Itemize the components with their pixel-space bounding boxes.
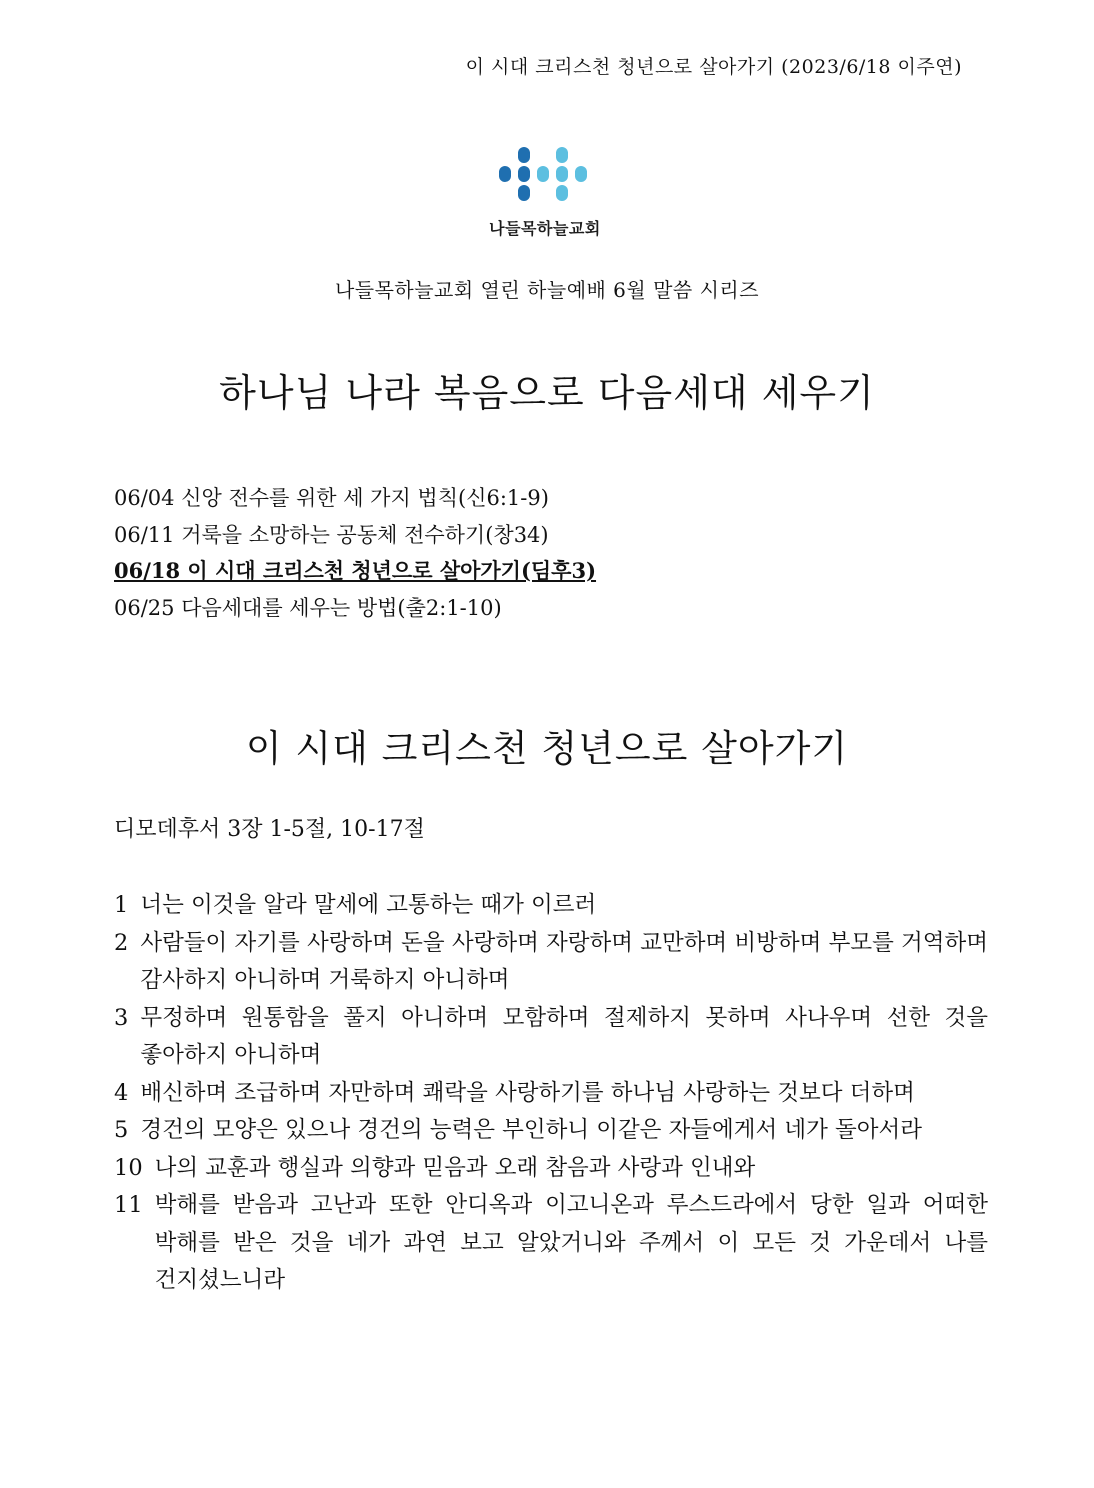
- logo-dot: [575, 166, 587, 182]
- verse: [114, 1112, 988, 1150]
- verse: [114, 1075, 988, 1113]
- verse: [114, 1000, 988, 1075]
- schedule-item-current: 06/18 이 시대 크리스천 청년으로 살아가기(딤후3): [114, 558, 597, 583]
- logo-dot: [518, 147, 530, 163]
- header-note: 이 시대 크리스천 청년으로 살아가기 (2023/6/18 이주연): [465, 56, 962, 78]
- verse-number: 1: [114, 892, 129, 918]
- verse-text: 경건의 모양은 있으나 경건의 능력은 부인하니 이같은 자들에게서 네가 돌아서라: [140, 1117, 922, 1143]
- series-subtitle: 나들목하늘교회 열린 하늘예배 6월 말씀 시리즈: [334, 278, 760, 302]
- verse-text: 나의 교훈과 행실과 의향과 믿음과 오래 참음과 사랑과 인내와: [154, 1154, 756, 1181]
- logo-dot: [556, 166, 568, 182]
- series-title: 하나님 나라 복음으로 다음세대 세우기: [219, 371, 875, 415]
- church-logo: [480, 146, 610, 242]
- verse-text: 무정하며 원통함을 풀지 아니하며 모함하며 절제하지 못하며 사나우며 선한 것을 좋아하지 아니하며: [140, 1004, 988, 1068]
- scripture-verses: [114, 887, 988, 1300]
- logo-dot: [499, 166, 511, 182]
- verse-number: 2: [114, 929, 129, 956]
- scripture-reference: 디모데후서 3장 1-5절, 10-17절: [114, 817, 425, 842]
- verse: [114, 1150, 988, 1188]
- verse: [114, 887, 988, 925]
- church-logo-text: 나들목하늘교회: [489, 219, 601, 238]
- verse-number: 5: [114, 1117, 129, 1143]
- verse: [114, 925, 988, 1000]
- verse-text: 너는 이것을 알라 말세에 고통하는 때가 이르러: [140, 892, 597, 918]
- verse-number: 3: [114, 1004, 129, 1031]
- verse-number: 11: [114, 1192, 143, 1218]
- verse-text: 배신하며 조급하며 자만하며 쾌락을 사랑하기를 하나님 사랑하는 것보다 더하며: [140, 1079, 915, 1106]
- schedule-item: 06/11 거룩을 소망하는 공동체 전수하기(창34): [114, 522, 549, 547]
- verse-number: 10: [114, 1154, 143, 1181]
- schedule-item: 06/04 신앙 전수를 위한 세 가지 법칙(신6:1-9): [114, 486, 549, 510]
- verse-number: 4: [114, 1079, 129, 1106]
- logo-dot: [556, 185, 568, 201]
- church-logo-icon: [480, 146, 610, 212]
- verse-text: 박해를 받음과 고난과 또한 안디옥과 이고니온과 루스드라에서 당한 일과 어떠한 박해를 받은 것을 네가 과연 보고 알았거니와 주께서 이 모든 것 가운데서 나를 건지셨느니라: [154, 1192, 988, 1293]
- verse: [114, 1187, 988, 1300]
- verse-text: 사람들이 자기를 사랑하며 돈을 사랑하며 자랑하며 교만하며 비방하며 부모를 거역하며 감사하지 아니하며 거룩하지 아니하며: [140, 929, 988, 993]
- sermon-schedule-list: [114, 480, 596, 626]
- logo-dot: [518, 185, 530, 201]
- logo-dot: [556, 147, 568, 163]
- logo-dot: [518, 166, 530, 182]
- logo-dot: [537, 166, 549, 182]
- sermon-title: 이 시대 크리스천 청년으로 살아가기: [245, 727, 849, 770]
- schedule-item: 06/25 다음세대를 세우는 방법(출2:1-10): [114, 595, 502, 620]
